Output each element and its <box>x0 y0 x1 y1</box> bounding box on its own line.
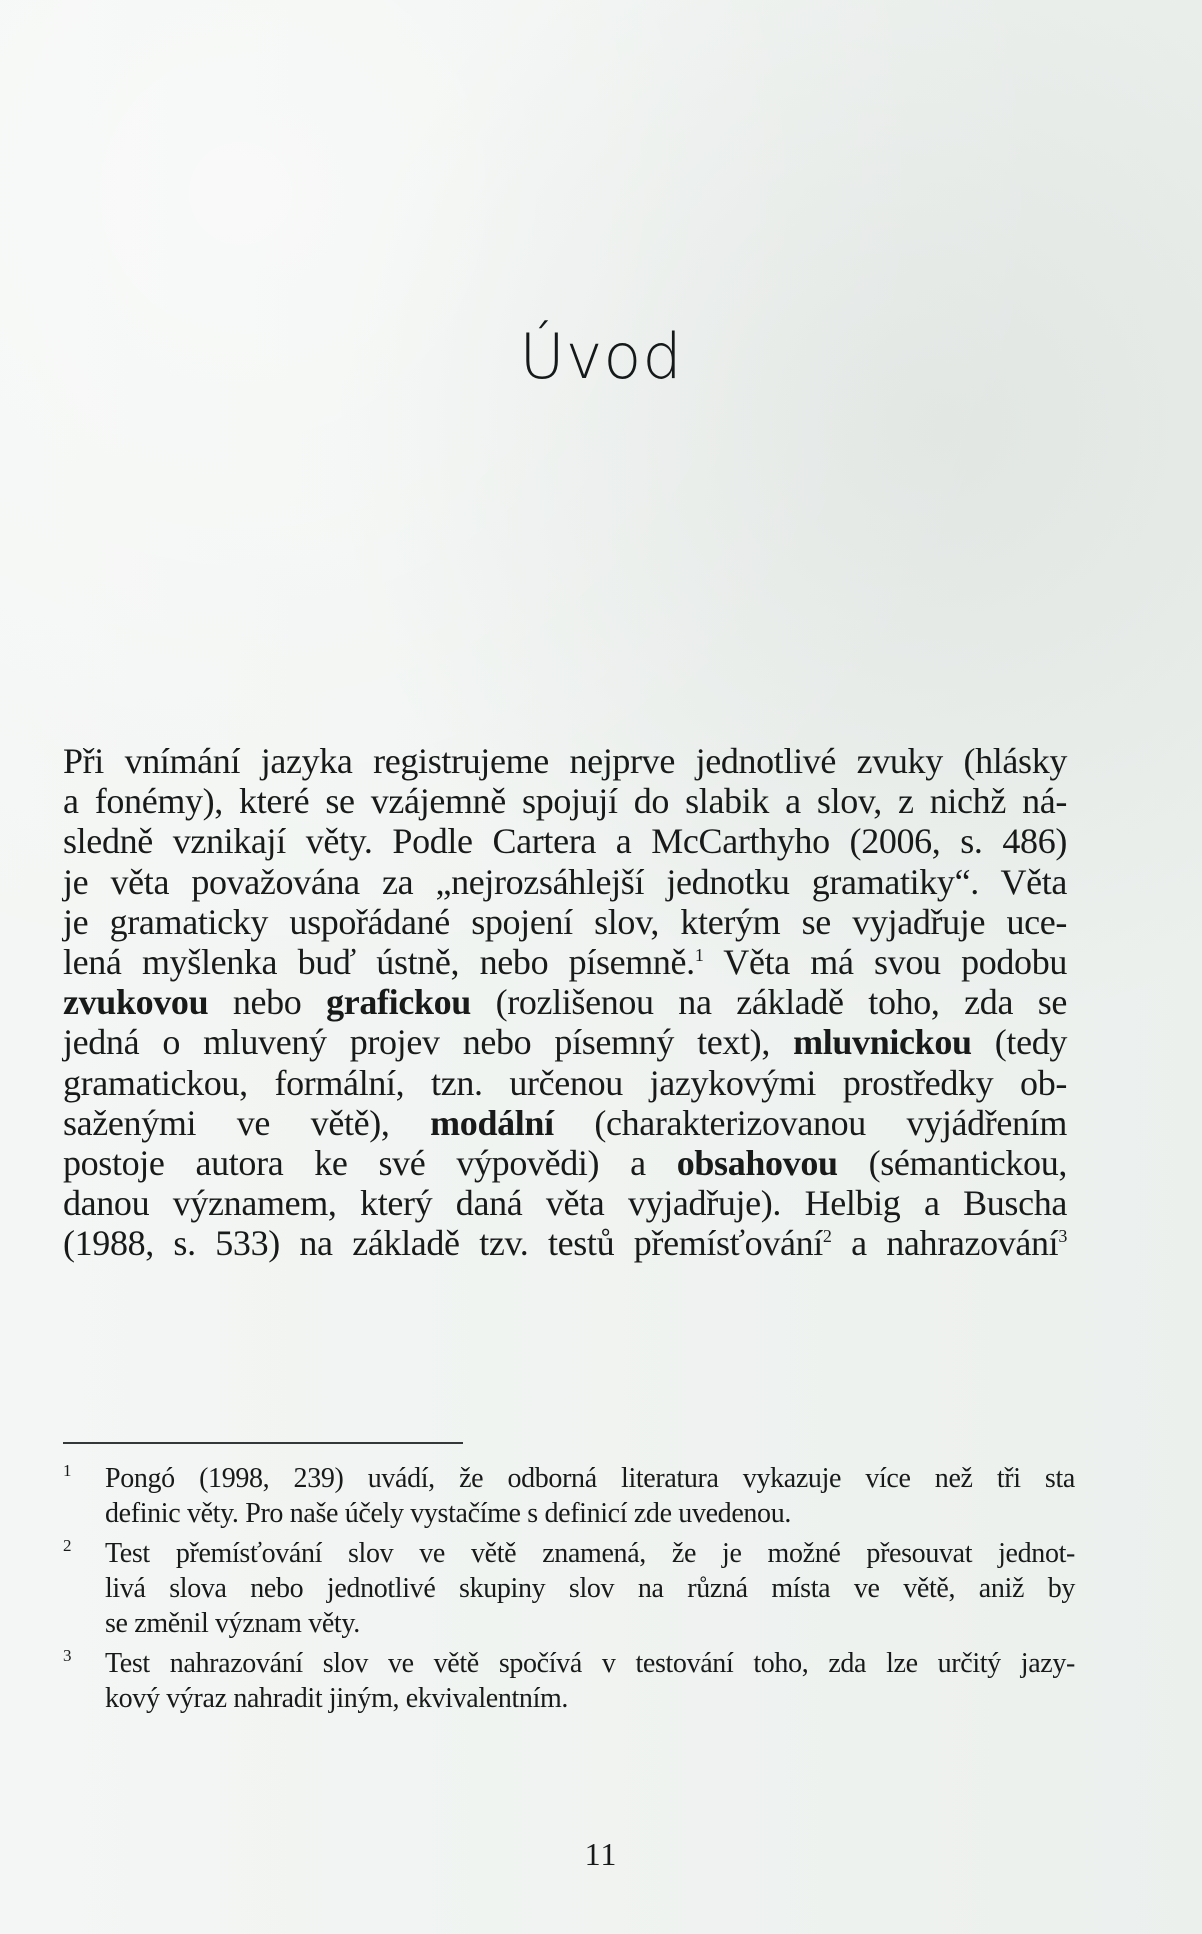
emphasized-term: obsahovou <box>676 1142 838 1183</box>
footnote-line: definic věty. Pro naše účely vystačíme s definicí zde uvedenou. <box>105 1498 792 1529</box>
paragraph-line: je věta považována za „nejrozsáhlejší jednotku gramatiky“. Věta <box>63 861 1067 902</box>
chapter-title: Úvod <box>519 319 683 393</box>
footnote-text <box>105 1536 1075 1641</box>
emphasized-term: mluvnickou <box>793 1022 972 1063</box>
footnotes <box>63 1461 1075 1721</box>
paragraph-text: (charakterizovanou vyjádřením <box>553 1102 1067 1143</box>
paragraph-line-with-note <box>63 942 1067 982</box>
paragraph-line: gramatickou, formální, tzn. určenou jazykovými prostředky ob- <box>63 1062 1067 1103</box>
emphasized-term: modální <box>430 1102 554 1143</box>
footnote-reference: 2 <box>822 1226 832 1247</box>
paragraph-text: a nahrazování <box>831 1223 1059 1264</box>
page-number: 11 <box>584 1836 618 1872</box>
footnote-line: livá slova nebo jednotlivé skupiny slov na různá místa ve větě, aniž by <box>105 1573 1075 1604</box>
emphasized-term: grafickou <box>326 982 471 1023</box>
paragraph-text: nebo <box>208 982 327 1023</box>
footnote-line: kový výraz nahradit jiným, ekvivalentním. <box>105 1683 569 1714</box>
footnote-line: Test nahrazování slov ve větě spočívá v testování toho, zda lze určitý jazy- <box>105 1648 1075 1679</box>
paragraph-text: (1988, s. 533) na základě tzv. testů přemísťování <box>63 1223 823 1264</box>
paragraph-line-with-emphasis <box>63 1022 1067 1062</box>
paragraph-text: (rozlišenou na základě toho, zda se <box>470 982 1067 1023</box>
footnote-number: 3 <box>63 1646 72 1665</box>
footnote-2 <box>63 1536 1075 1641</box>
paragraph-text: Věta má svou podobu <box>703 941 1067 982</box>
paragraph-text: lená myšlenka buď ústně, nebo písemně. <box>63 941 695 982</box>
paragraph-line: sledně vznikají věty. Podle Cartera a McCarthyho (2006, s. 486) <box>63 821 1067 862</box>
footnote-1 <box>63 1461 1075 1531</box>
paragraph-text: postoje autora ke své výpovědi) a <box>63 1142 677 1183</box>
paragraph-text: saženými ve větě), <box>63 1102 431 1143</box>
footnote-reference: 1 <box>694 944 704 965</box>
paragraph-line-with-notes <box>63 1223 1067 1263</box>
paragraph-line: a fonémy), které se vzájemně spojují do slabik a slov, z nichž ná- <box>63 781 1067 822</box>
footnote-divider <box>63 1442 463 1444</box>
emphasized-term: zvukovou <box>63 982 209 1023</box>
paragraph-line-with-emphasis <box>63 1143 1067 1183</box>
footnote-number: 1 <box>63 1461 72 1480</box>
footnote-text <box>105 1461 1075 1531</box>
paragraph-line: Při vnímání jazyka registrujeme nejprve jednotlivé zvuky (hlásky <box>63 741 1067 781</box>
footnote-number: 2 <box>63 1536 72 1555</box>
footnote-reference: 3 <box>1058 1226 1067 1247</box>
footnote-3 <box>63 1646 1075 1716</box>
paragraph-text: jedná o mluvený projev nebo písemný text), <box>63 1022 794 1063</box>
introduction-paragraph <box>63 741 1067 1263</box>
footnote-line: Pongó (1998, 239) uvádí, že odborná literatura vykazuje více než tři sta <box>105 1463 1075 1494</box>
paragraph-text: (sémantickou, <box>837 1142 1067 1183</box>
paragraph-line-with-emphasis <box>63 1103 1067 1143</box>
paragraph-text: (tedy <box>971 1022 1067 1063</box>
paragraph-line-with-emphasis <box>63 982 1067 1022</box>
paragraph-line: je gramaticky uspořádané spojení slov, kterým se vyjadřuje uce- <box>63 901 1067 942</box>
paragraph-line: danou významem, který daná věta vyjadřuje). Helbig a Buscha <box>63 1183 1067 1224</box>
footnote-text <box>105 1646 1075 1716</box>
footnote-line: Test přemísťování slov ve větě znamená, že je možné přesouvat jednot- <box>105 1538 1075 1569</box>
footnote-line: se změnil význam věty. <box>105 1608 360 1639</box>
